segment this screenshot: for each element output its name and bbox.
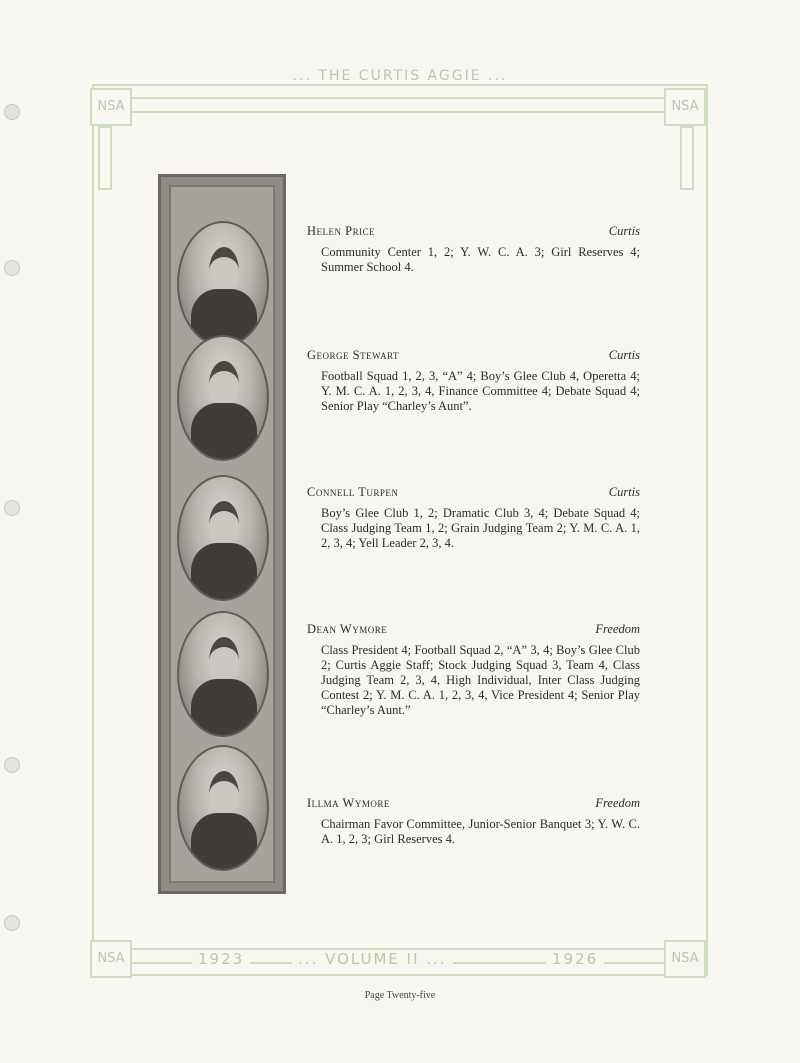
student-activities: Class President 4; Football Squad 2, “A” 3, 4; Boy’s Glee Club 2; Curtis Aggie Staff; Stock Judging Squad 3, Team 4, Class Judging Team 2, 3, 4, High Individual, Inter Class Judging Contest 2; Y. M. C. A. 1, 2, 3, 4, Vice President 4; Senior Play “Charley’s Aunt.”: [321, 643, 640, 717]
footer-year-start: 1923: [192, 950, 250, 968]
student-activities: Football Squad 1, 2, 3, “A” 4; Boy’s Glee Club 4, Operetta 4; Y. M. C. A. 1, 2, 3, 4, Finance Committee 4; Debate Squad 4; Senior Play “Charley’s Aunt”.: [321, 369, 640, 413]
footer-year-end: 1926: [546, 950, 604, 968]
nsa-badge: NSA: [90, 940, 132, 978]
binder-hole: [4, 260, 20, 276]
portrait-photo: [177, 335, 269, 461]
page-number: Page Twenty-five: [364, 990, 436, 1001]
binder-hole: [4, 757, 20, 773]
student-entry: [307, 485, 640, 551]
portrait-photo: [177, 221, 269, 347]
portrait-photo: [177, 745, 269, 871]
student-name: Illma Wymore: [307, 796, 390, 810]
top-border-bar: [130, 97, 670, 113]
student-name: Helen Price: [307, 224, 376, 238]
student-name: Connell Turpen: [307, 485, 399, 499]
student-entry: [307, 348, 640, 414]
binder-hole: [4, 104, 20, 120]
student-activities: Boy’s Glee Club 1, 2; Dramatic Club 3, 4; Debate Squad 4; Class Judging Team 1, 2; Grain Judging Team 2; Y. M. C. A. 1, 2, 3, 4; Yell Leader 2, 3, 4.: [321, 506, 640, 550]
binder-hole: [4, 915, 20, 931]
right-border-bar: [680, 126, 694, 190]
portrait-photo: [177, 475, 269, 601]
footer-volume: ... VOLUME II ...: [292, 950, 453, 968]
portrait-strip: [158, 174, 286, 894]
nsa-badge: NSA: [664, 940, 706, 978]
student-name: George Stewart: [307, 348, 400, 362]
page-header-title: ... THE CURTIS AGGIE ...: [292, 68, 508, 84]
nsa-badge: NSA: [664, 88, 706, 126]
left-border-bar: [98, 126, 112, 190]
student-entry: [307, 622, 640, 718]
portrait-photo: [177, 611, 269, 737]
binder-hole: [4, 500, 20, 516]
student-entry: [307, 796, 640, 847]
student-entry: [307, 224, 640, 275]
student-town: Freedom: [595, 622, 640, 636]
student-town: Curtis: [608, 224, 640, 238]
student-name: Dean Wymore: [307, 622, 388, 636]
student-town: Curtis: [608, 485, 640, 499]
nsa-badge: NSA: [90, 88, 132, 126]
student-town: Freedom: [595, 796, 640, 810]
student-activities: Chairman Favor Committee, Junior-Senior Banquet 3; Y. W. C. A. 1, 2, 3; Girl Reserves 4.: [321, 817, 640, 846]
student-activities: Community Center 1, 2; Y. W. C. A. 3; Girl Reserves 4; Summer School 4.: [321, 245, 640, 274]
student-town: Curtis: [608, 348, 640, 362]
